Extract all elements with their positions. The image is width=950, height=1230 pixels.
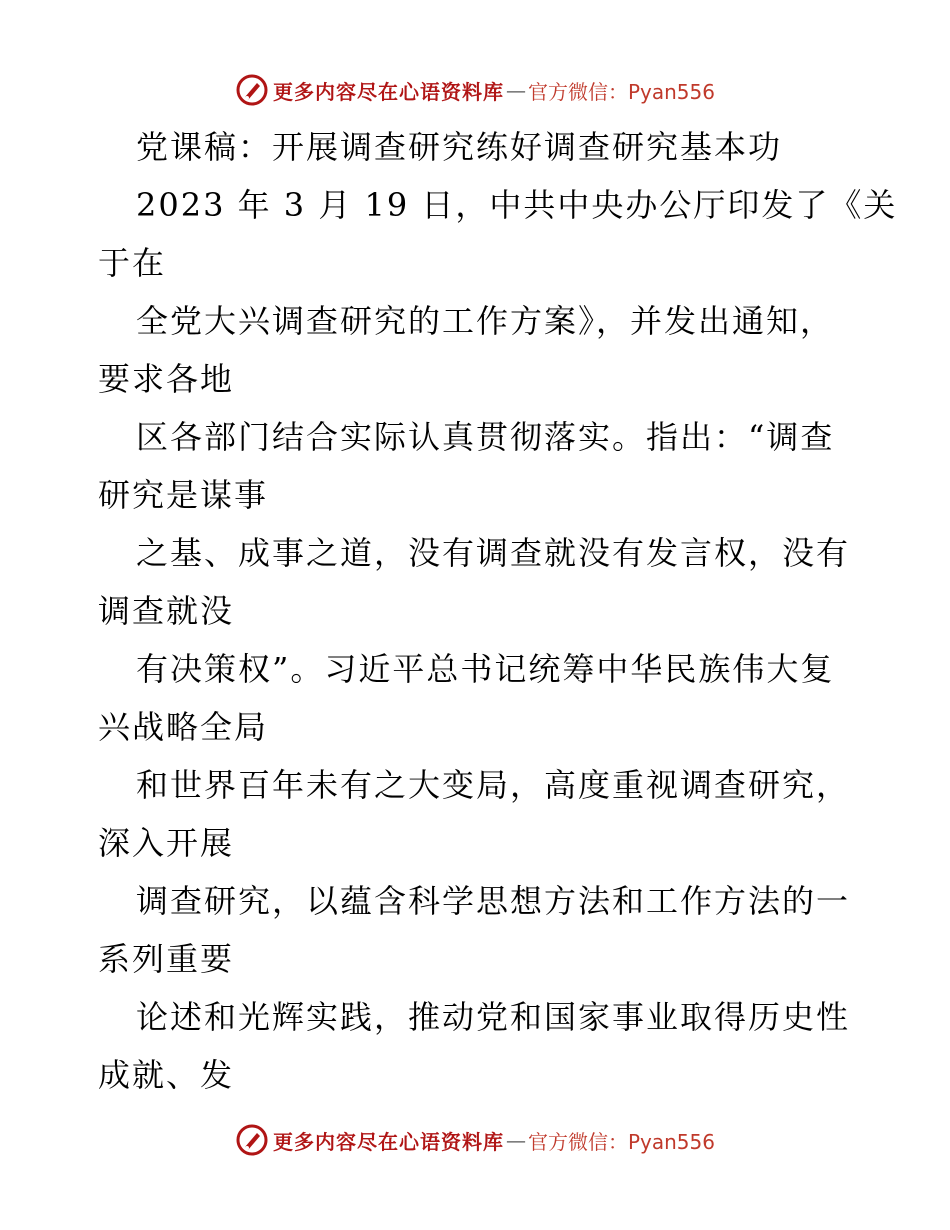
pen-logo-icon <box>235 73 269 107</box>
text-line: 之基、成事之道，没有调查就没有发言权，没有 <box>136 534 851 572</box>
text-line: 调查就没 <box>98 592 235 630</box>
text-line: 区各部门结合实际认真贯彻落实。指出：“调查 <box>136 418 835 456</box>
text-line: 要求各地 <box>98 360 235 398</box>
watermark-dash: — <box>505 1128 526 1152</box>
text-line: 2023 年 3 月 19 日，中共中央办公厅印发了《关 <box>136 186 898 224</box>
watermark-footer <box>0 1120 950 1160</box>
text-line: 论述和光辉实践，推动党和国家事业取得历史性 <box>136 998 851 1036</box>
text-line: 系列重要 <box>98 940 235 978</box>
text-line: 研究是谋事 <box>98 476 269 514</box>
text-line: 全党大兴调查研究的工作方案》，并发出通知， <box>136 302 835 340</box>
text-line: 深入开展 <box>98 824 235 862</box>
text-line: 和世界百年未有之大变局，高度重视调查研究， <box>136 766 851 804</box>
pen-logo-icon <box>235 1123 269 1157</box>
document-title: 党课稿：开展调查研究练好调查研究基本功 <box>136 128 783 166</box>
watermark-contact: 官方微信：Pyan556 <box>527 1129 715 1154</box>
watermark-brand: 更多内容尽在心语资料库 <box>272 1129 504 1154</box>
watermark-brand: 更多内容尽在心语资料库 <box>272 79 504 104</box>
watermark-dash: — <box>505 78 526 102</box>
text-line: 有决策权”。习近平总书记统筹中华民族伟大复 <box>136 650 835 688</box>
text-line: 成就、发 <box>98 1056 235 1094</box>
watermark-contact: 官方微信：Pyan556 <box>527 79 715 104</box>
text-line: 调查研究，以蕴含科学思想方法和工作方法的一 <box>136 882 851 920</box>
document-body <box>98 118 898 1104</box>
text-line: 于在 <box>98 244 167 282</box>
watermark-header <box>0 70 950 110</box>
text-line: 兴战略全局 <box>98 708 269 746</box>
